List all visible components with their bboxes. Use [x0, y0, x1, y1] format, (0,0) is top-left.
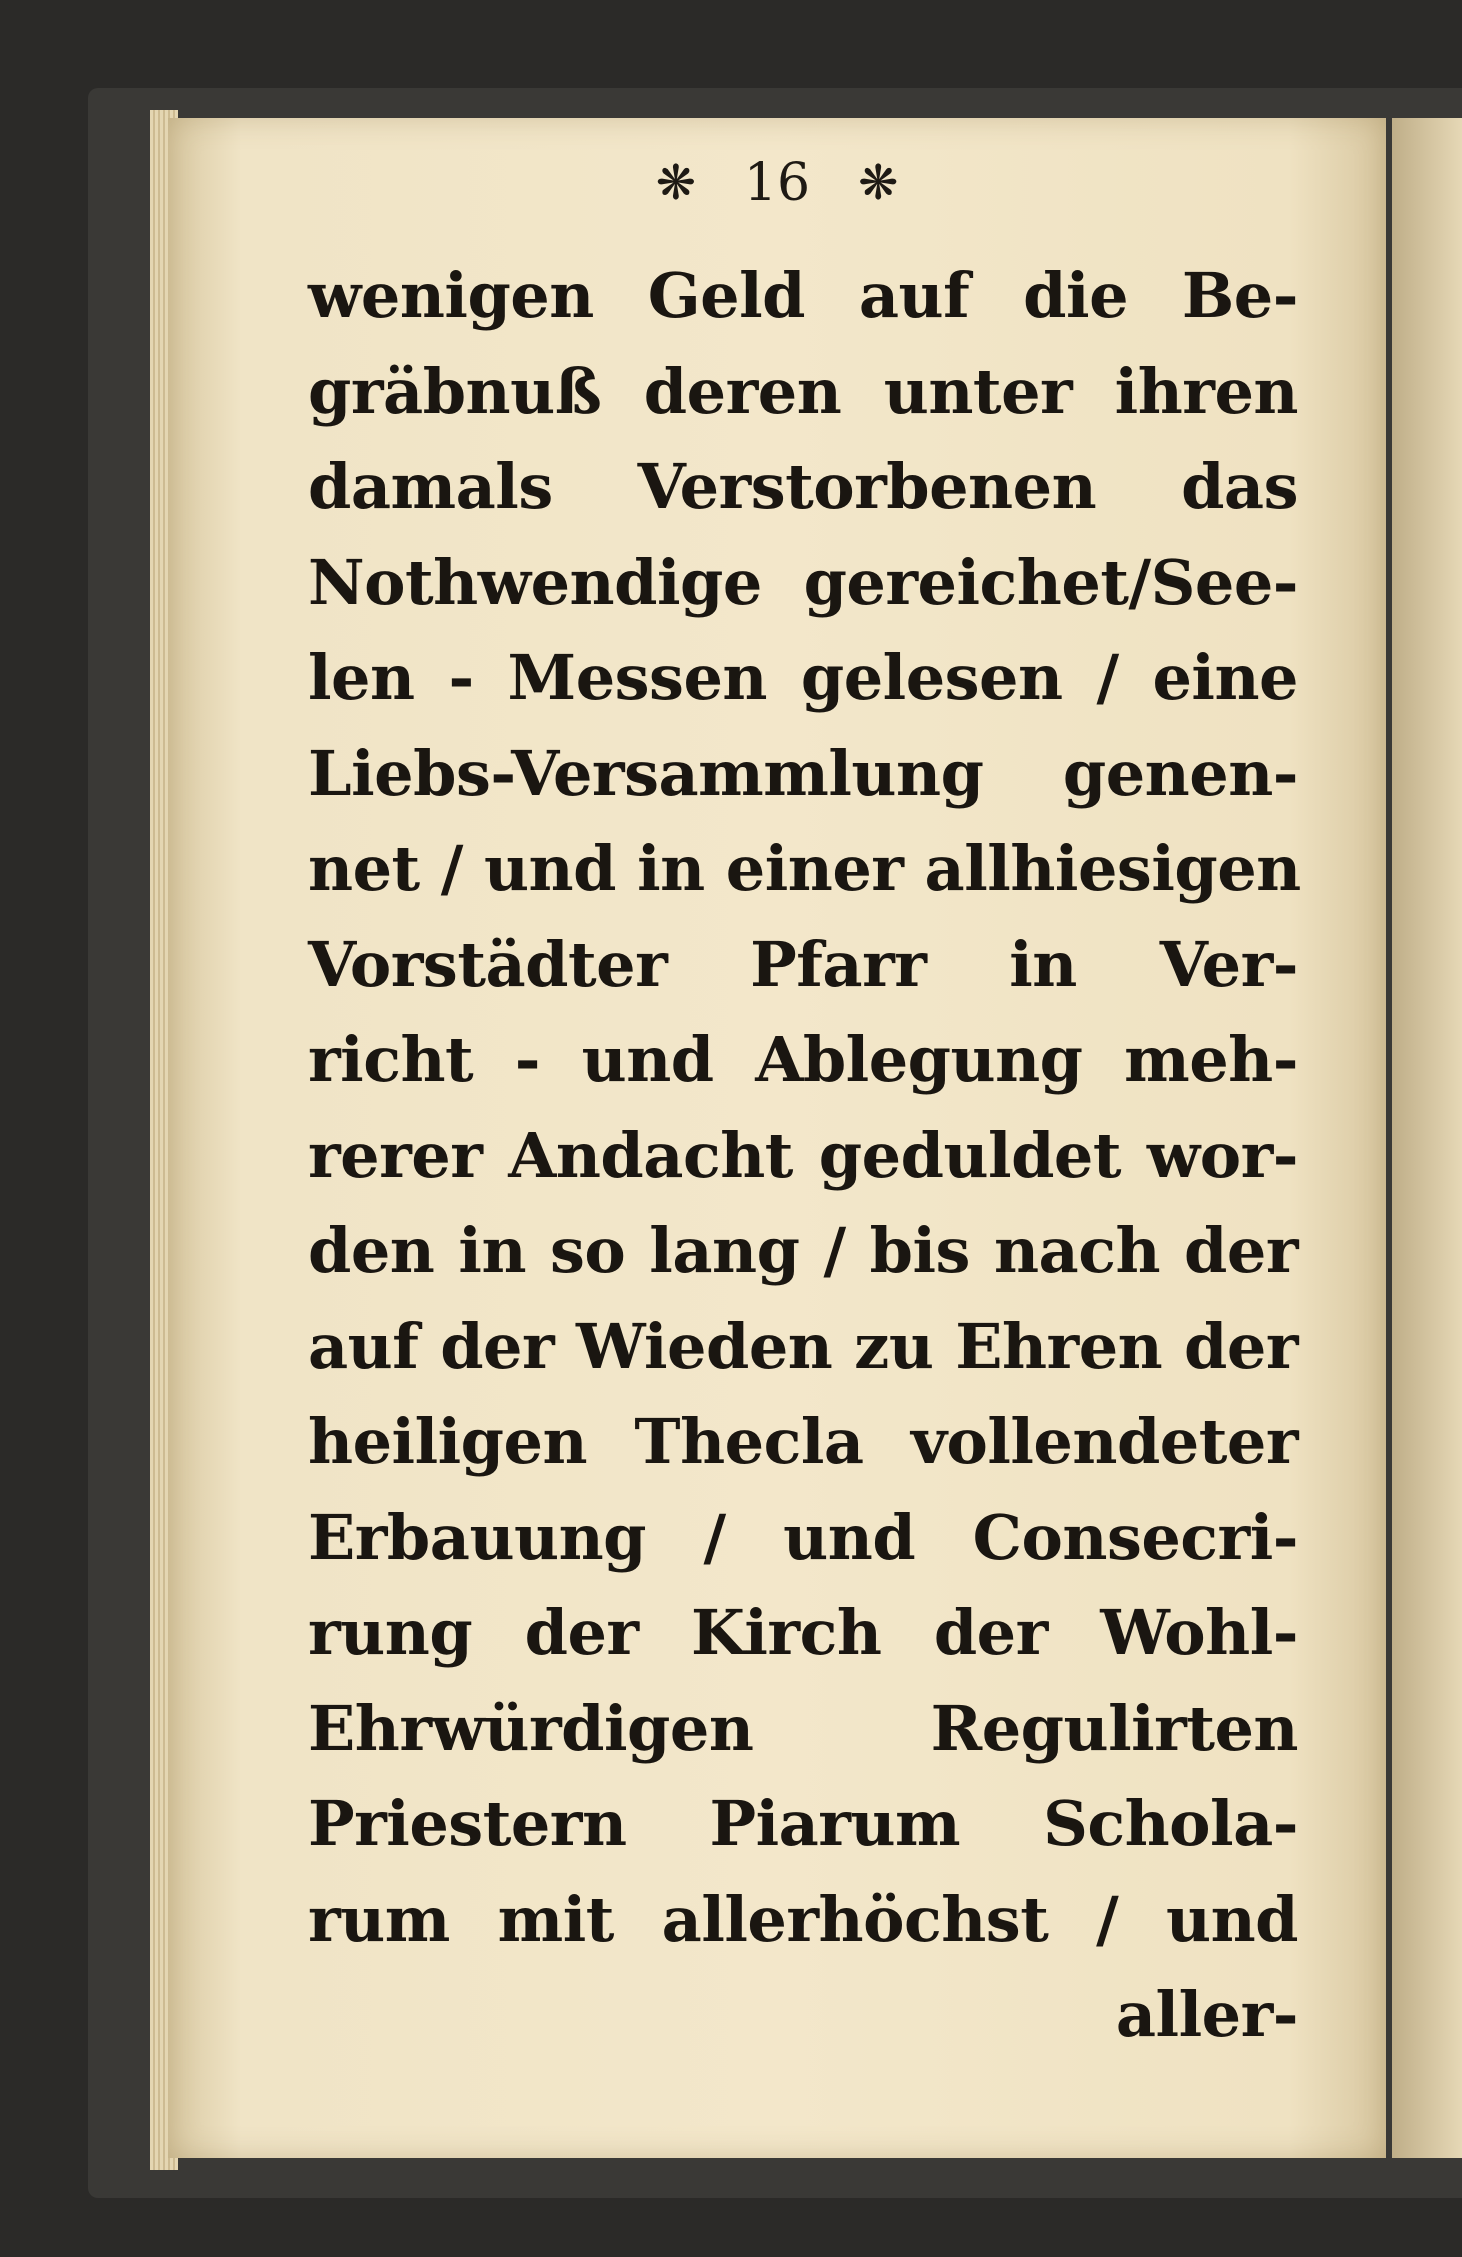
text-line: Liebs-Versammlung genen- — [308, 736, 1298, 810]
text-line: damals Verstorbenen das — [308, 450, 1298, 523]
text-line: den in so lang / bis nach der — [308, 1214, 1298, 1287]
text-line: Vorstädter Pfarr in Ver- — [308, 927, 1298, 1001]
text-line: heiligen Thecla vollendeter — [308, 1405, 1298, 1478]
text-line: rung der Kirch der Wohl- — [308, 1596, 1298, 1669]
ornament-left-icon: ❋ — [655, 155, 696, 211]
running-head — [168, 148, 1386, 218]
text-line: wenigen Geld auf die Be- — [308, 259, 1298, 332]
text-line: rum mit allerhöchst / und — [308, 1882, 1298, 1956]
text-line: Priestern Piarum Schola- — [308, 1787, 1298, 1860]
facing-page-edge — [1392, 118, 1462, 2158]
body-text — [308, 248, 1301, 2063]
text-line: len - Messen gelesen / eine — [308, 641, 1298, 714]
text-line: auf der Wieden zu Ehren der — [308, 1309, 1298, 1383]
text-line: rerer Andacht geduldet wor- — [308, 1118, 1298, 1192]
catchword: aller- — [1115, 1978, 1298, 2051]
text-line: Erbauung / und Consecri- — [308, 1500, 1298, 1574]
page-number: 16 — [743, 153, 811, 213]
text-line: Nothwendige gereichet/See- — [308, 545, 1298, 619]
text-line: gräbnuß deren unter ihren — [308, 354, 1298, 428]
ornament-right-icon: ❋ — [858, 155, 899, 211]
text-line: Ehrwürdigen Regulirten — [308, 1691, 1298, 1765]
text-line: net / und in einer allhiesigen — [308, 832, 1301, 905]
text-line: richt - und Ablegung meh- — [308, 1023, 1298, 1096]
